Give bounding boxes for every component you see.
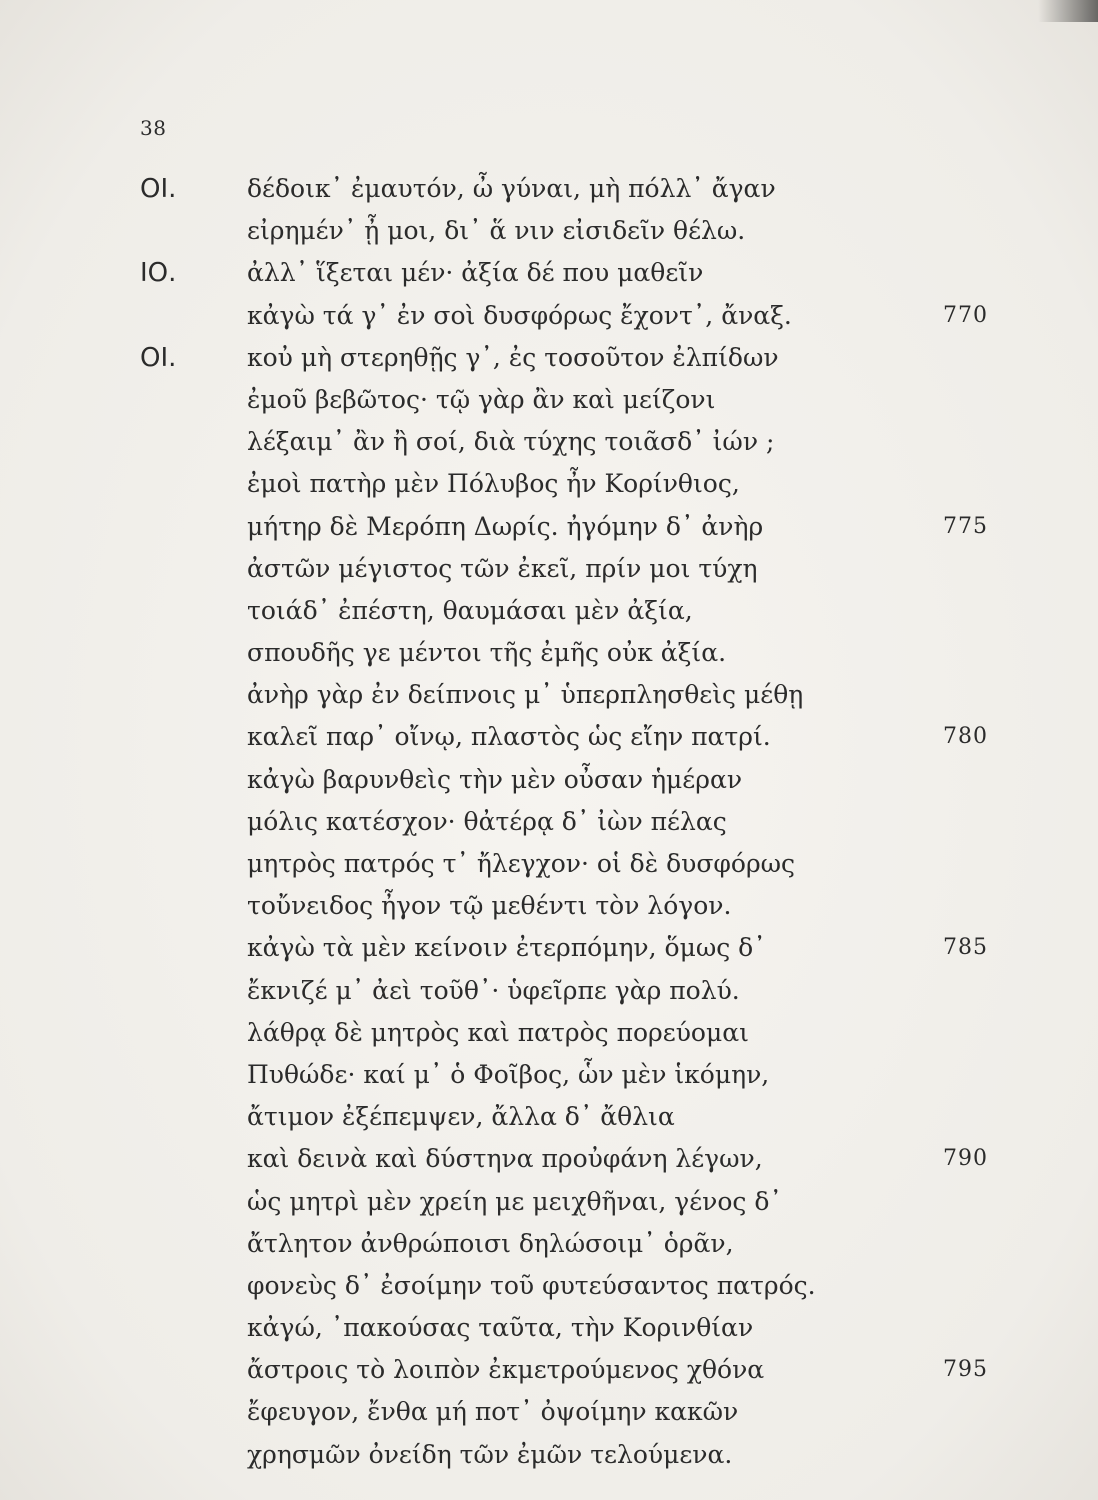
verse-line (140, 716, 1000, 758)
verse-text: ὡς μητρὶ μὲν χρείη με μειχθῆναι, γένος δ᾽ (247, 1186, 782, 1216)
verse-line (140, 421, 1000, 463)
verse-line (140, 295, 1000, 337)
verse-line (140, 970, 1000, 1012)
verse-text: καλεῖ παρ᾽ οἴνῳ, πλαστὸς ὡς εἴην πατρί. (247, 722, 771, 752)
speaker-label: ΟΙ. (140, 342, 177, 373)
verse-text: ἄστροις τὸ λοιπὸν ἐκμετρούμενος χθόνα (247, 1355, 765, 1385)
verse-text: φονεὺς δ᾽ ἐσοίμην τοῦ φυτεύσαντος πατρός. (247, 1270, 816, 1300)
verse-line (140, 337, 1000, 379)
verse-line (140, 801, 1000, 843)
verse-line (140, 674, 1000, 716)
verse-text: κἀγὼ τά γ᾽ ἐν σοὶ δυσφόρως ἔχοντ᾽, ἄναξ. (247, 300, 792, 330)
verse-text: κἀγὼ βαρυνθεὶς τὴν μὲν οὖσαν ἡμέραν (247, 764, 743, 794)
verse-text: καὶ δεινὰ καὶ δύστηνα προὐφάνη λέγων, (247, 1144, 763, 1174)
verse-text: κοὐ μὴ στερηθῇς γ᾽, ἐς τοσοῦτον ἐλπίδων (247, 342, 779, 372)
line-number: 775 (943, 513, 988, 539)
verse-text: λέξαιμ᾽ ἂν ἢ σοί, διὰ τύχης τοιᾶσδ᾽ ἰών ; (247, 427, 775, 457)
verse-line (140, 1223, 1000, 1265)
line-number: 785 (943, 935, 988, 961)
verse-line (140, 927, 1000, 969)
verse-line (140, 1096, 1000, 1138)
line-number: 790 (943, 1146, 988, 1172)
verse-text: ἀνὴρ γὰρ ἐν δείπνοις μ᾽ ὑπερπλησθεὶς μέθῃ (247, 680, 804, 710)
verse-text: μητρὸς πατρός τ᾽ ἤλεγχον· οἱ δὲ δυσφόρως (247, 849, 796, 878)
verse-line (140, 632, 1000, 674)
verse-text: ἔφευγον, ἔνθα μή ποτ᾽ ὀψοίμην κακῶν (247, 1397, 739, 1427)
verse-text: δέδοικ᾽ ἐμαυτόν, ὦ γύναι, μὴ πόλλ᾽ ἄγαν (247, 174, 776, 203)
speaker-label: ΟΙ. (140, 174, 177, 204)
verse-text: ἄτλητον ἀνθρώποισι δηλώσοιμ᾽ ὁρᾶν, (247, 1228, 734, 1258)
verse-text: μήτηρ δὲ Μερόπη Δωρίς. ἠγόμην δ᾽ ἀνὴρ (247, 511, 764, 541)
verse-text: ἄτιμον ἐξέπεμψεν, ἄλλα δ᾽ ἄθλια (247, 1102, 675, 1132)
verse-text: κἀγώ, ᾽πακούσας ταῦτα, τὴν Κορινθίαν (247, 1313, 754, 1343)
verse-text: χρησμῶν ὀνείδη τῶν ἐμῶν τελούμενα. (247, 1439, 733, 1469)
verse-text: Πυθώδε· καί μ᾽ ὁ Φοῖβος, ὧν μὲν ἱκόμην, (247, 1059, 770, 1089)
verse-line (140, 1012, 1000, 1054)
verse-block (140, 168, 1000, 1476)
verse-line (140, 1307, 1000, 1349)
verse-line (140, 1181, 1000, 1223)
verse-line (140, 885, 1000, 927)
line-number: 795 (943, 1357, 988, 1383)
line-number: 780 (943, 724, 988, 750)
verse-line (140, 506, 1000, 548)
verse-line (140, 759, 1000, 801)
verse-text: ἀστῶν μέγιστος τῶν ἐκεῖ, πρίν μοι τύχη (247, 553, 758, 583)
verse-line (140, 1054, 1000, 1096)
verse-line (140, 1138, 1000, 1180)
verse-line (140, 1265, 1000, 1307)
verse-line (140, 168, 1000, 210)
verse-text: εἰρημέν᾽ ᾖ μοι, δι᾽ ἅ νιν εἰσιδεῖν θέλω. (247, 216, 746, 246)
page-number: 38 (140, 116, 167, 140)
verse-text: ἀλλ᾽ ἵξεται μέν· ἀξία δέ που μαθεῖν (247, 258, 704, 288)
verse-text: ἐμοὶ πατὴρ μὲν Πόλυβος ἦν Κορίνθιος, (247, 469, 740, 499)
line-number: 770 (943, 302, 988, 328)
verse-line (140, 1349, 1000, 1391)
verse-line (140, 590, 1000, 632)
verse-text: κἀγὼ τὰ μὲν κείνοιν ἐτερπόμην, ὅμως δ᾽ (247, 933, 766, 963)
verse-text: ἐμοῦ βεβῶτος· τῷ γὰρ ἂν καὶ μείζονι (247, 384, 716, 414)
verse-line (140, 548, 1000, 590)
verse-line (140, 463, 1000, 505)
verse-line (140, 1434, 1000, 1476)
verse-line (140, 210, 1000, 252)
verse-text: τοιάδ᾽ ἐπέστη, θαυμάσαι μὲν ἀξία, (247, 595, 693, 625)
scan-edge-shadow (1038, 0, 1098, 22)
speaker-label: ΙΟ. (140, 258, 177, 289)
verse-line (140, 1391, 1000, 1433)
verse-text: τοὔνειδος ἦγον τῷ μεθέντι τὸν λόγον. (247, 891, 732, 921)
verse-text: σπουδῆς γε μέντοι τῆς ἐμῆς οὐκ ἀξία. (247, 638, 727, 668)
verse-line (140, 379, 1000, 421)
verse-line (140, 252, 1000, 294)
verse-text: λάθρᾳ δὲ μητρὸς καὶ πατρὸς πορεύομαι (247, 1017, 749, 1047)
verse-line (140, 843, 1000, 885)
verse-text: ἔκνιζέ μ᾽ ἀεὶ τοῦθ᾽· ὑφεῖρπε γὰρ πολύ. (247, 975, 740, 1005)
verse-text: μόλις κατέσχον· θἀτέρᾳ δ᾽ ἰὼν πέλας (247, 806, 727, 836)
